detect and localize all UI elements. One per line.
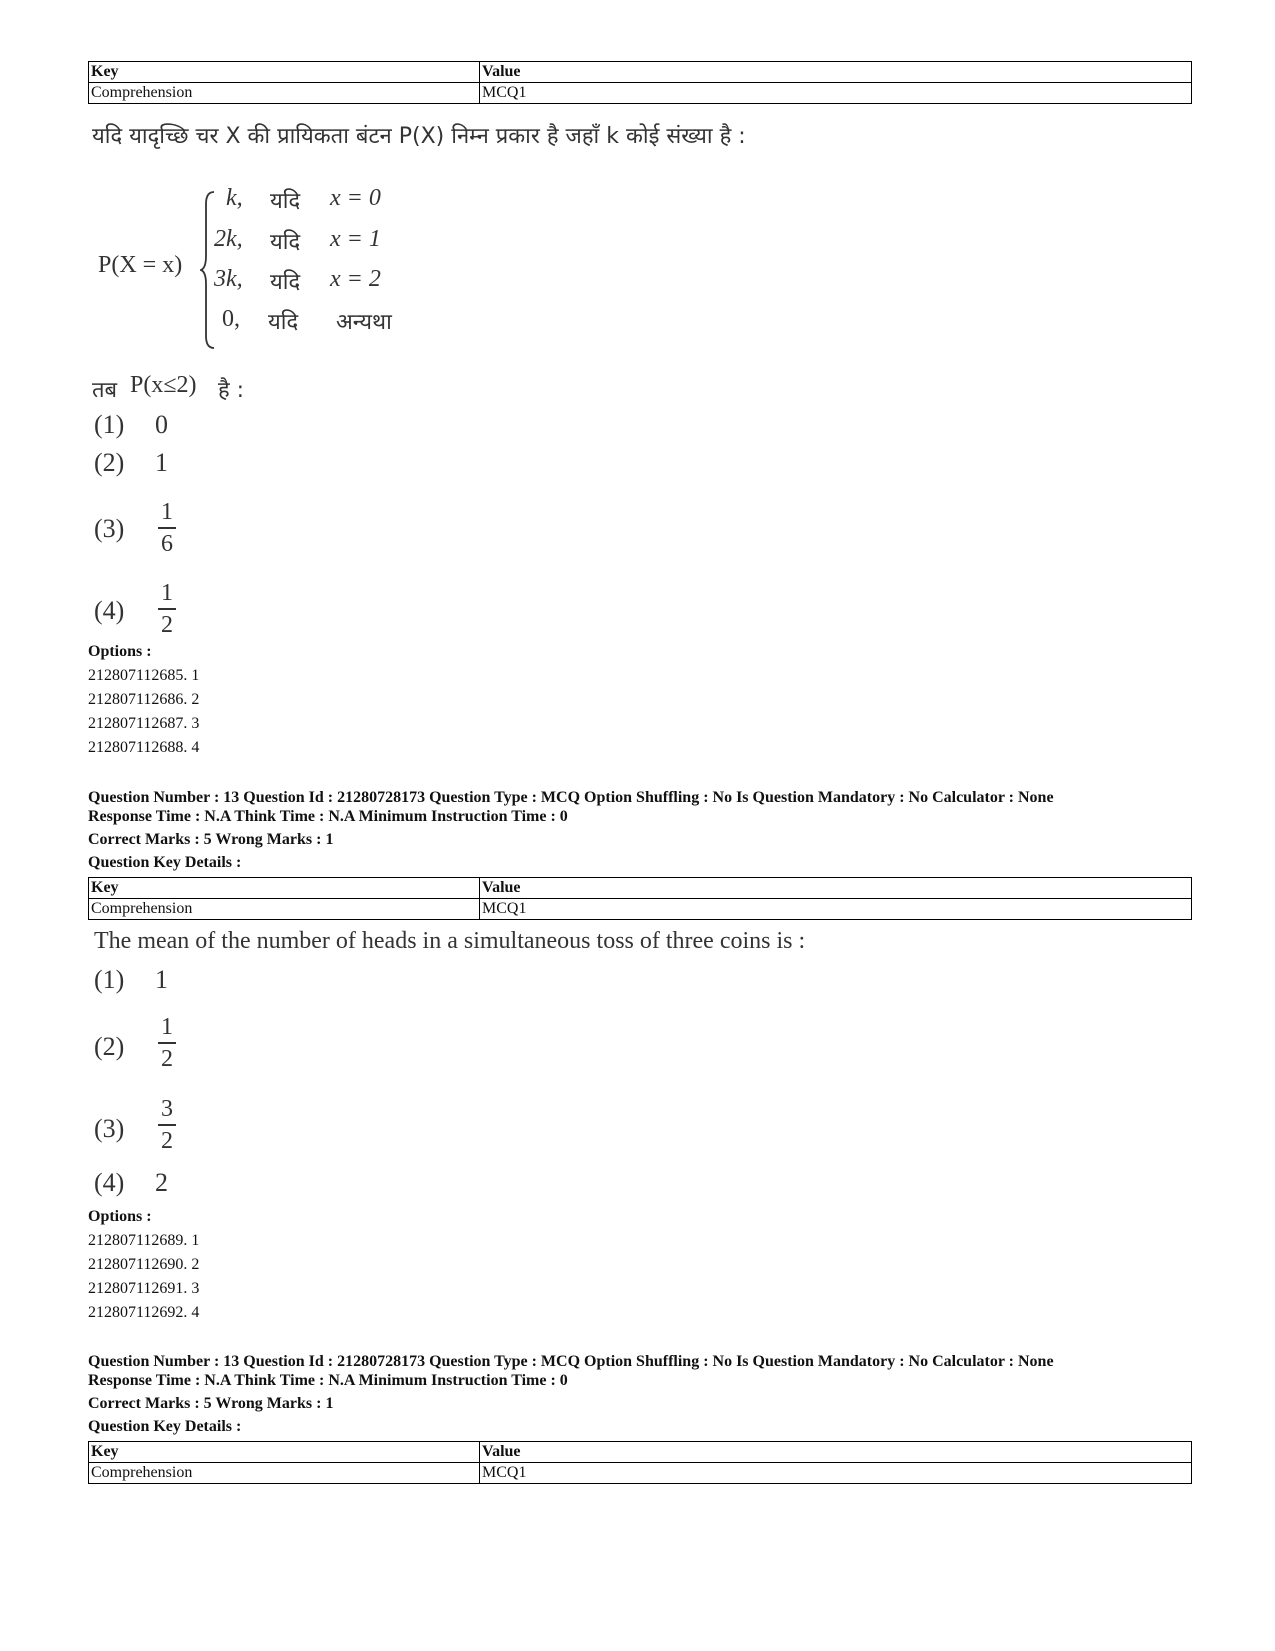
key-header: Key: [89, 1442, 480, 1463]
choice-value: 2: [155, 1168, 168, 1197]
choice-label: (2): [94, 1032, 125, 1061]
piecewise-val-2: 2k,: [214, 226, 243, 252]
fraction-numerator: 1: [161, 580, 173, 606]
choice-label: (4): [94, 1168, 125, 1197]
choice-value: 0: [155, 410, 168, 439]
choice-label: (3): [94, 1114, 125, 1143]
value-cell: MCQ1: [480, 1463, 1192, 1484]
piecewise-cond-2: x = 1: [330, 226, 381, 252]
option-item: 212807112687. 3: [88, 715, 200, 732]
choice-label: (4): [94, 596, 125, 625]
choice-label: (1): [94, 965, 125, 994]
then-tail: है :: [218, 378, 245, 403]
question-key-details: Question Key Details :: [88, 854, 242, 871]
options-title: Options :: [88, 1208, 152, 1225]
value-cell: MCQ1: [480, 83, 1192, 104]
option-item: 212807112691. 3: [88, 1280, 200, 1297]
then-text: तब: [92, 378, 118, 403]
options-list-2: [88, 1205, 199, 1325]
key-cell: Comprehension: [89, 83, 480, 104]
piecewise-val-4: 0,: [222, 306, 240, 332]
question-meta-line-2: Response Time : N.A Think Time : N.A Minimum Instruction Time : 0: [88, 1372, 568, 1389]
then-math: P(x≤2): [130, 372, 197, 398]
piecewise-val-1: k,: [226, 185, 243, 211]
option-item: 212807112685. 1: [88, 667, 200, 684]
choice-value: 1: [155, 448, 168, 477]
question-key-details: Question Key Details :: [88, 1418, 242, 1435]
question-meta-line-2: Response Time : N.A Think Time : N.A Minimum Instruction Time : 0: [88, 808, 568, 825]
piecewise-word-1: यदि: [270, 189, 301, 214]
fraction-numerator: 1: [161, 499, 173, 525]
option-item: 212807112686. 2: [88, 691, 200, 708]
fraction-denominator: 2: [161, 612, 173, 638]
piecewise-val-3: 3k,: [214, 266, 243, 292]
choice-value: 1: [155, 965, 168, 994]
choice-label: (3): [94, 514, 125, 543]
option-item: 212807112690. 2: [88, 1256, 200, 1273]
question-meta-line-1: Question Number : 13 Question Id : 21280728173 Question Type : MCQ Option Shuffling : No Is Question Mandatory : No Calculator : None: [88, 789, 1054, 806]
key-cell: Comprehension: [89, 1463, 480, 1484]
value-header: Value: [480, 878, 1192, 899]
fraction-denominator: 2: [161, 1128, 173, 1154]
key-cell: Comprehension: [89, 899, 480, 920]
fraction-numerator: 3: [161, 1096, 173, 1122]
fraction-denominator: 6: [161, 531, 173, 557]
piecewise-cond-3: x = 2: [330, 266, 381, 292]
question-marks: Correct Marks : 5 Wrong Marks : 1: [88, 831, 334, 848]
question-text: The mean of the number of heads in a simultaneous toss of three coins is :: [94, 928, 806, 954]
piecewise-word-2: यदि: [270, 230, 301, 255]
piecewise-cond-4: अन्यथा: [336, 310, 392, 335]
question-text-hindi: यदि यादृच्छि चर X की प्रायिकता बंटन P(X) निम्न प्रकार है जहाँ k कोई संख्या है :: [92, 124, 746, 149]
choice-fraction: [155, 1012, 179, 1074]
option-item: 212807112692. 4: [88, 1304, 200, 1321]
key-header: Key: [89, 878, 480, 899]
key-value-table-1: [88, 61, 1192, 104]
piecewise-lhs: P(X = x): [98, 252, 183, 278]
choice-fraction: [155, 578, 179, 640]
fraction-denominator: 2: [161, 1046, 173, 1072]
value-header: Value: [480, 62, 1192, 83]
key-value-table-2: [88, 877, 1192, 920]
key-header: Key: [89, 62, 480, 83]
piecewise-cond-1: x = 0: [330, 185, 381, 211]
option-item: 212807112689. 1: [88, 1232, 200, 1249]
piecewise-word-3: यदि: [270, 270, 301, 295]
question-marks: Correct Marks : 5 Wrong Marks : 1: [88, 1395, 334, 1412]
choice-label: (1): [94, 410, 125, 439]
question-meta-line-1: Question Number : 13 Question Id : 21280728173 Question Type : MCQ Option Shuffling : No Is Question Mandatory : No Calculator : None: [88, 1353, 1054, 1370]
value-cell: MCQ1: [480, 899, 1192, 920]
options-title: Options :: [88, 643, 152, 660]
choice-fraction: [155, 1094, 179, 1156]
options-list-1: [88, 640, 199, 760]
fraction-numerator: 1: [161, 1014, 173, 1040]
piecewise-word-4: यदि: [268, 310, 299, 335]
choice-fraction: [155, 497, 179, 559]
option-item: 212807112688. 4: [88, 739, 200, 756]
key-value-table-3: [88, 1441, 1192, 1484]
choice-label: (2): [94, 448, 125, 477]
value-header: Value: [480, 1442, 1192, 1463]
